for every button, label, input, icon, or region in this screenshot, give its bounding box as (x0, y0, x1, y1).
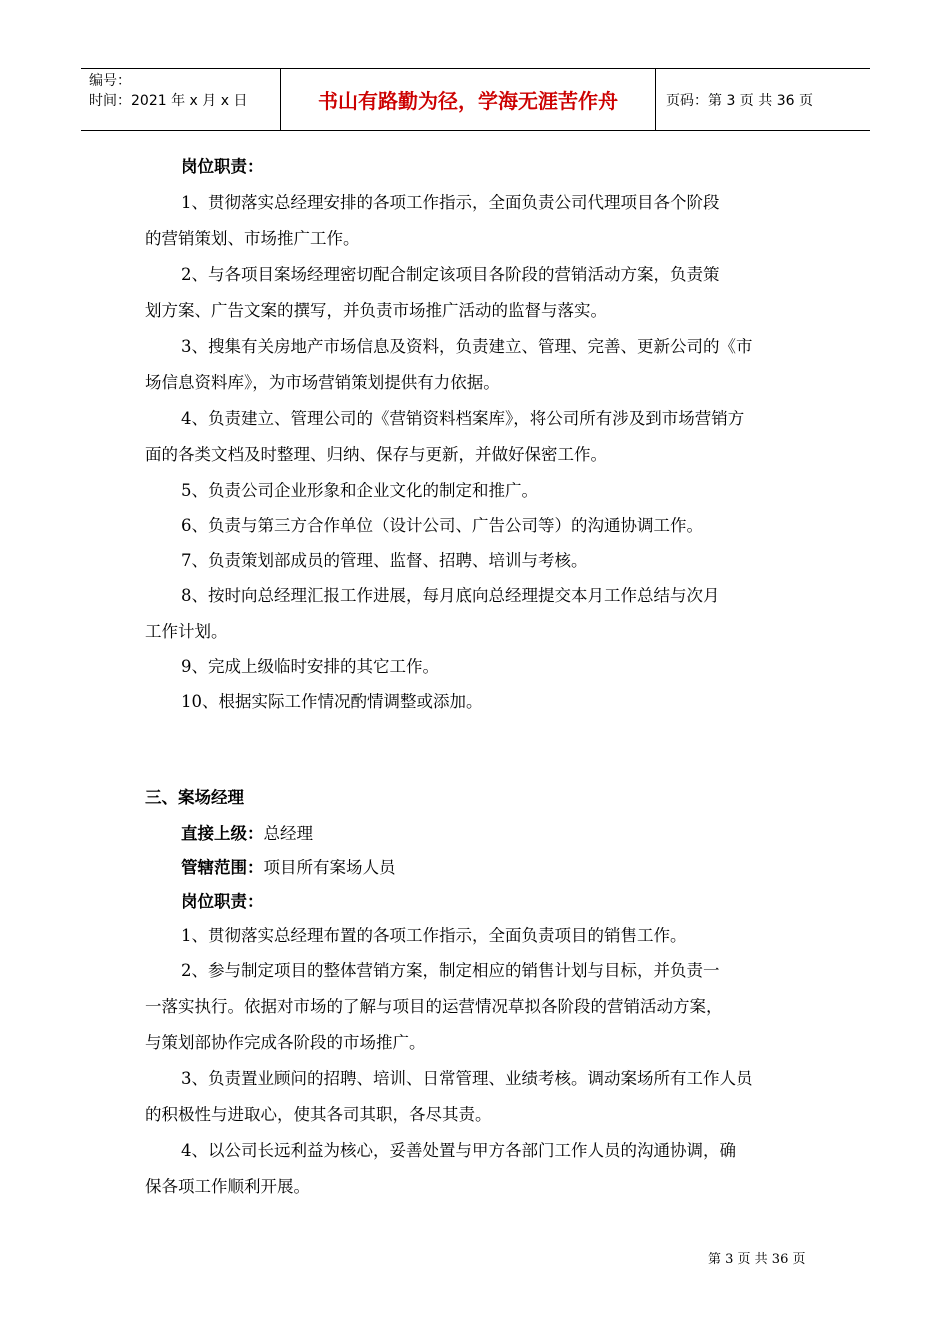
section2-item-10: 10、根据实际工作情况酌情调整或添加。 (181, 692, 483, 711)
section3-item-4-line-2: 保各项工作顺利开展。 (145, 1177, 310, 1196)
header-table (81, 68, 870, 131)
section3-duties-title: 岗位职责： (181, 892, 264, 911)
header-meta (81, 69, 281, 130)
section2-item-8-line-1: 8、按时向总经理汇报工作进展，每月底向总经理提交本月工作总结与次月 (181, 586, 720, 605)
section2-item-3-line-1: 3、搜集有关房地产市场信息及资料，负责建立、管理、完善、更新公司的《市 (181, 337, 753, 356)
section3-item-1: 1、贯彻落实总经理布置的各项工作指示，全面负责项目的销售工作。 (181, 926, 687, 945)
section2-item-2-line-2: 划方案、广告文案的撰写，并负责市场推广活动的监督与落实。 (145, 301, 607, 320)
section2-item-2-line-1: 2、与各项目案场经理密切配合制定该项目各阶段的营销活动方案，负责策 (181, 265, 720, 284)
section3-item-2-line-3: 与策划部协作完成各阶段的市场推广。 (145, 1033, 426, 1052)
section2-duties-title: 岗位职责： (181, 157, 264, 176)
section2-item-3-line-2: 场信息资料库》，为市场营销策划提供有力依据。 (145, 373, 500, 392)
section2-item-4-line-2: 面的各类文档及时整理、归纳、保存与更新，并做好保密工作。 (145, 445, 607, 464)
header-page-label: 页码：第 3 页 共 36 页 (666, 92, 813, 109)
time-label: 时间：2021 年 x 月 x 日 (89, 93, 248, 109)
section3-superior (181, 816, 807, 851)
footer-page-number: 第 3 页 共 36 页 (708, 1252, 806, 1267)
section3-title: 三、案场经理 (145, 788, 244, 807)
section3-item-2-line-2: 一落实执行。依据对市场的了解与项目的运营情况草拟各阶段的营销活动方案， (145, 997, 723, 1016)
section3-item-4-line-1: 4、以公司长远利益为核心，妥善处置与甲方各部门工作人员的沟通协调，确 (181, 1141, 736, 1160)
section2-item-1-line-2: 的营销策划、市场推广工作。 (145, 229, 360, 248)
section3-item-3-line-2: 的积极性与进取心，使其各司其职，各尽其责。 (145, 1105, 492, 1124)
superior-label: 直接上级： (181, 824, 264, 843)
section2-item-1-line-1: 1、贯彻落实总经理安排的各项工作指示，全面负责公司代理项目各个阶段 (181, 193, 720, 212)
section3-scope (181, 850, 807, 885)
number-label: 编号： (89, 73, 131, 89)
section2-item-8-line-2: 工作计划。 (145, 622, 228, 641)
section2-item-9: 9、完成上级临时安排的其它工作。 (181, 657, 439, 676)
section2-item-6: 6、负责与第三方合作单位（设计公司、广告公司等）的沟通协调工作。 (181, 516, 703, 535)
section3-item-2-line-1: 2、参与制定项目的整体营销方案，制定相应的销售计划与目标，并负责一 (181, 961, 720, 980)
scope-label: 管辖范围： (181, 858, 264, 877)
superior-value: 总经理 (263, 824, 313, 843)
section3-item-3-line-1: 3、负责置业顾问的招聘、培训、日常管理、业绩考核。调动案场所有工作人员 (181, 1069, 753, 1088)
section2-item-7: 7、负责策划部成员的管理、监督、招聘、培训与考核。 (181, 551, 588, 570)
header-motto: 书山有路勤为径，学海无涯苦作舟 (281, 69, 656, 130)
scope-value: 项目所有案场人员 (263, 858, 396, 877)
section2-item-5: 5、负责公司企业形象和企业文化的制定和推广。 (181, 481, 538, 500)
section2-item-4-line-1: 4、负责建立、管理公司的《营销资料档案库》，将公司所有涉及到市场营销方 (181, 409, 745, 428)
